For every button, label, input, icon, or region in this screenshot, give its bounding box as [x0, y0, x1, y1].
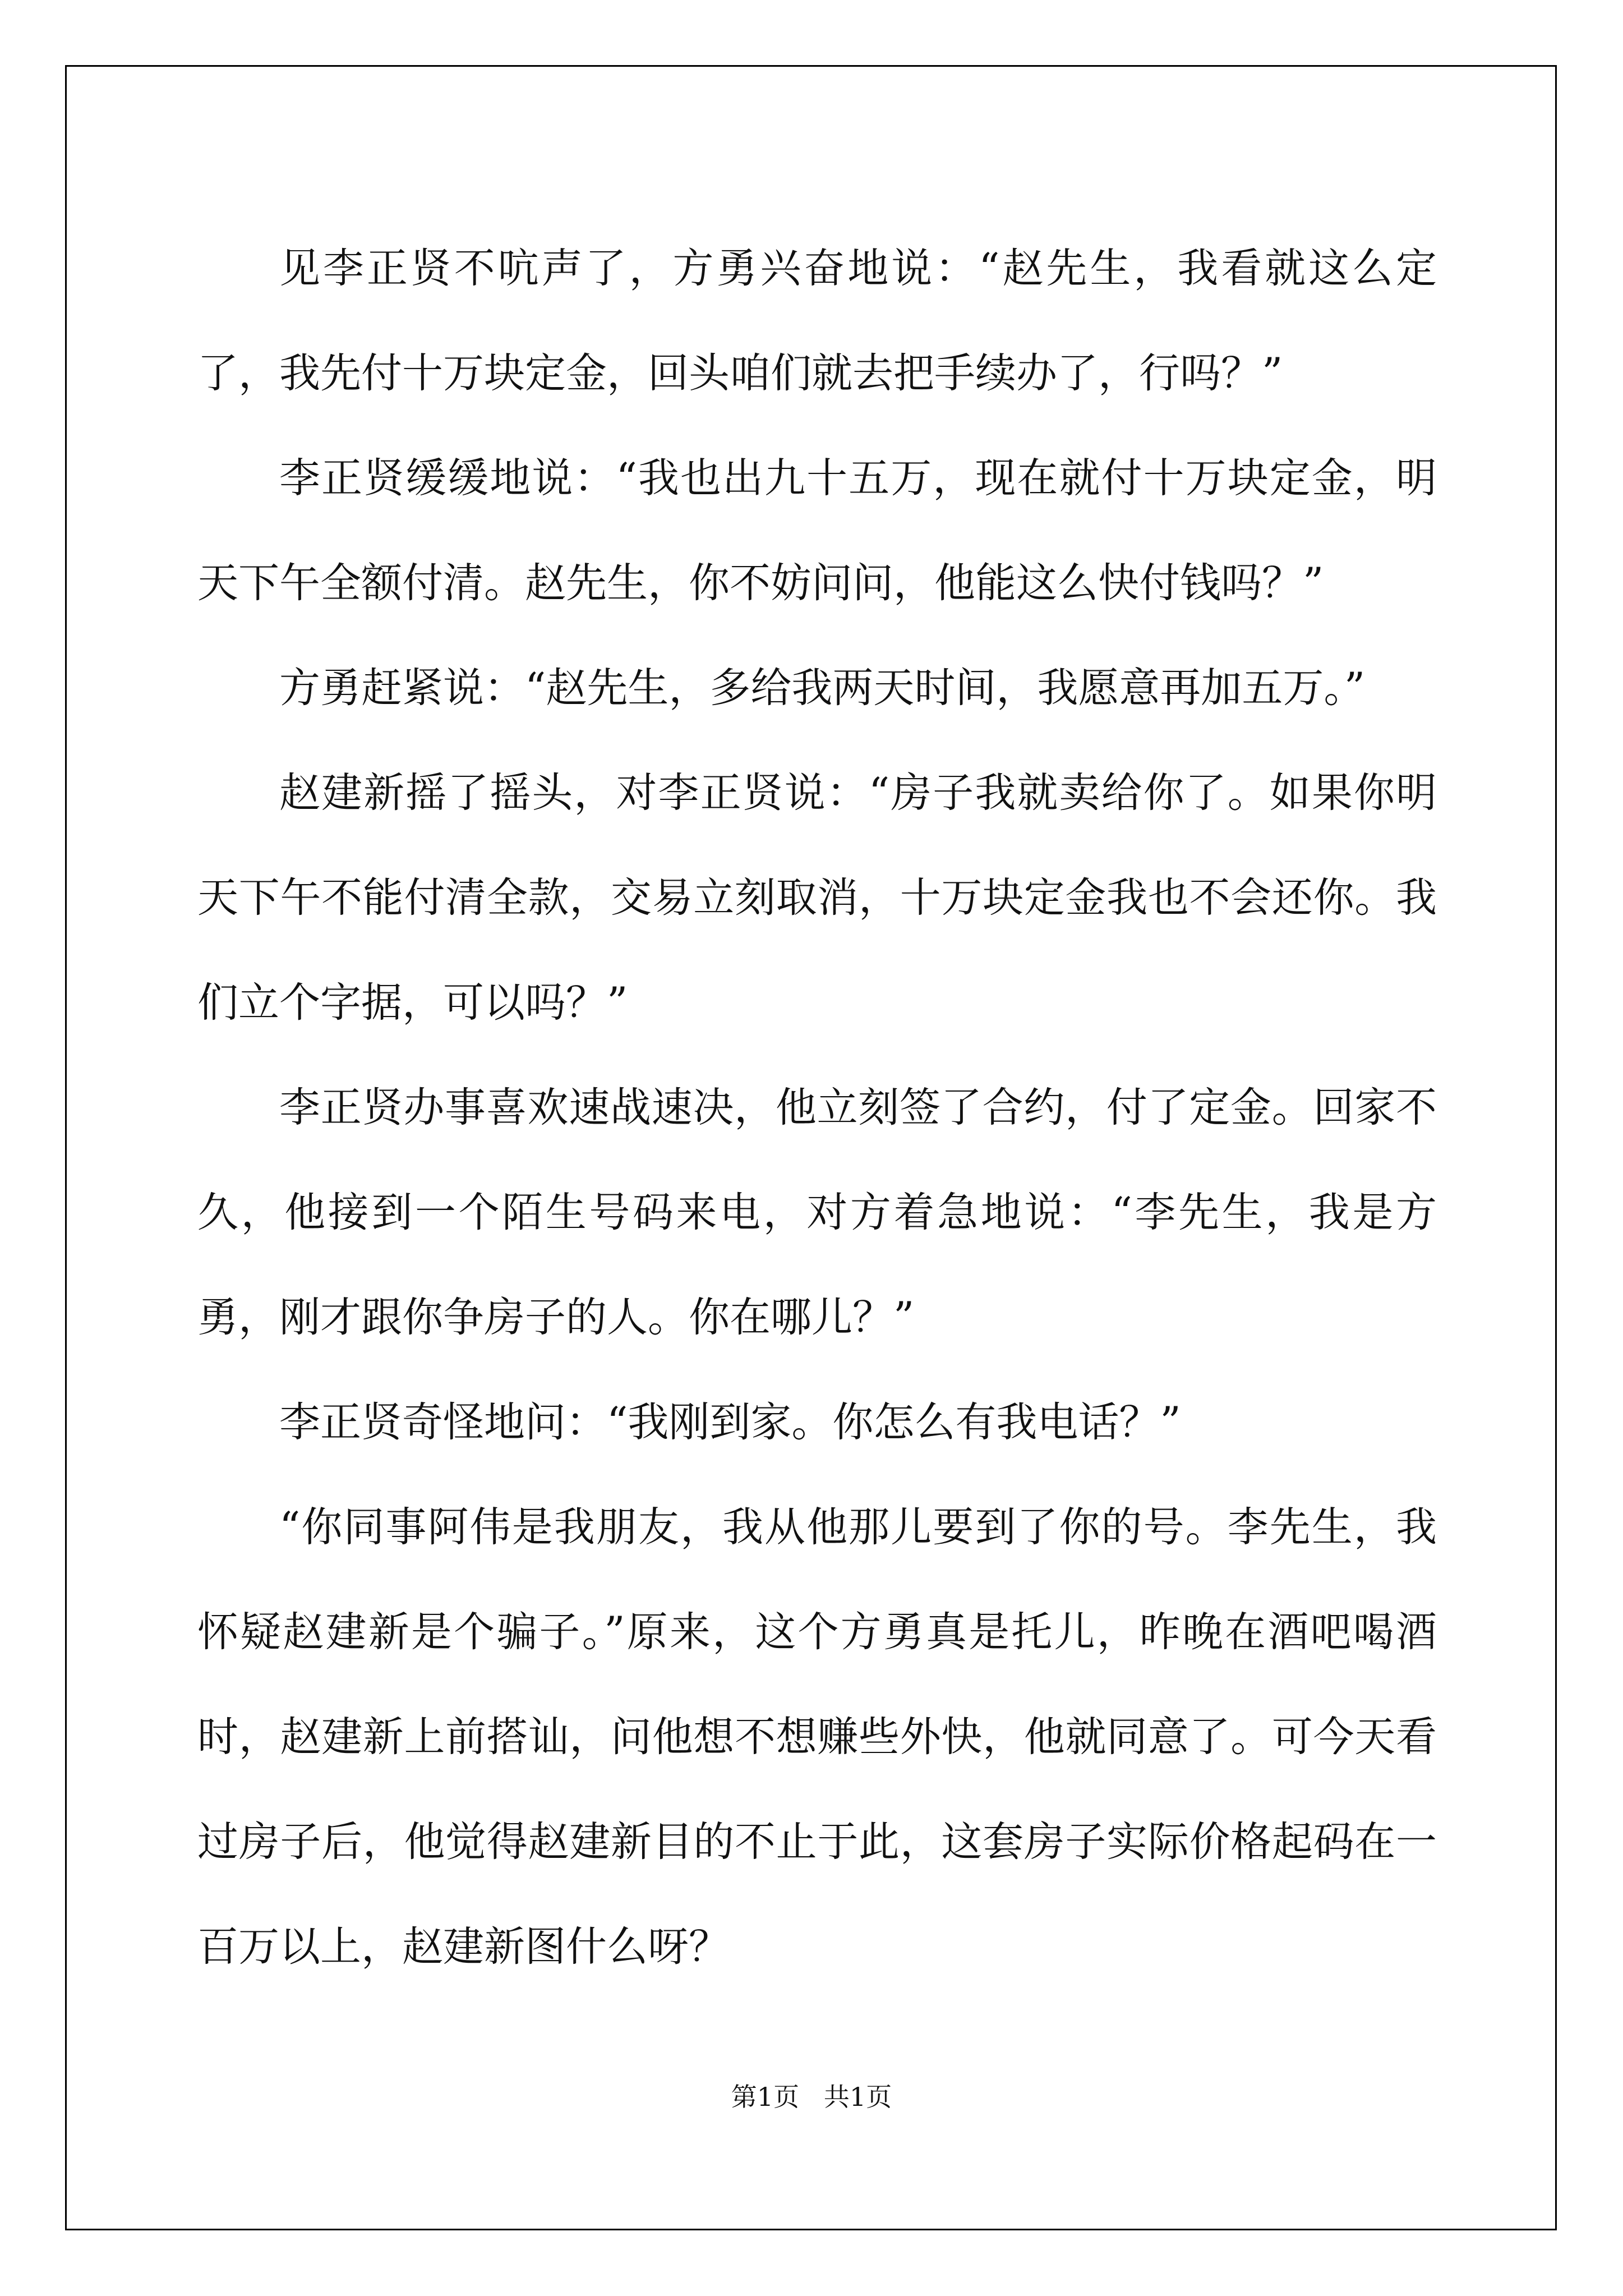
- paragraph: 赵建新摇了摇头，对李正贤说：“房子我就卖给你了。如果你明天下午不能付清全款，交易立刻取消，十万块定金我也不会还你。我们立个字据，可以吗？”: [197, 769, 1437, 1027]
- paragraph: 李正贤办事喜欢速战速决，他立刻签了合约，付了定金。回家不久，他接到一个陌生号码来电，对方着急地说：“李先生，我是方勇，刚才跟你争房子的人。你在哪儿？”: [197, 1084, 1437, 1341]
- paragraph: 李正贤缓缓地说：“我也出九十五万，现在就付十万块定金，明天下午全额付清。赵先生，你不妨问问，他能这么快付钱吗？”: [197, 454, 1437, 607]
- page-footer: 第1页 共1页: [731, 2082, 892, 2112]
- paragraph: 见李正贤不吭声了，方勇兴奋地说：“赵先生，我看就这么定了，我先付十万块定金，回头咱们就去把手续办了，行吗？”: [197, 245, 1437, 397]
- paragraph: “你同事阿伟是我朋友，我从他那儿要到了你的号。李先生，我怀疑赵建新是个骗子。”原来，这个方勇真是托儿，昨晚在酒吧喝酒时，赵建新上前搭讪，问他想不想赚些外快，他就同意了。可今天看过房子后，他觉得赵建新目的不止于此，这套房子实际价格起码在一百万以上，赵建新图什么呀？: [197, 1503, 1437, 1971]
- paragraph: 李正贤奇怪地问：“我刚到家。你怎么有我电话？”: [279, 1398, 1181, 1446]
- paragraph: 方勇赶紧说：“赵先生，多给我两天时间，我愿意再加五万。”: [279, 664, 1366, 712]
- document-body: [197, 216, 1437, 1999]
